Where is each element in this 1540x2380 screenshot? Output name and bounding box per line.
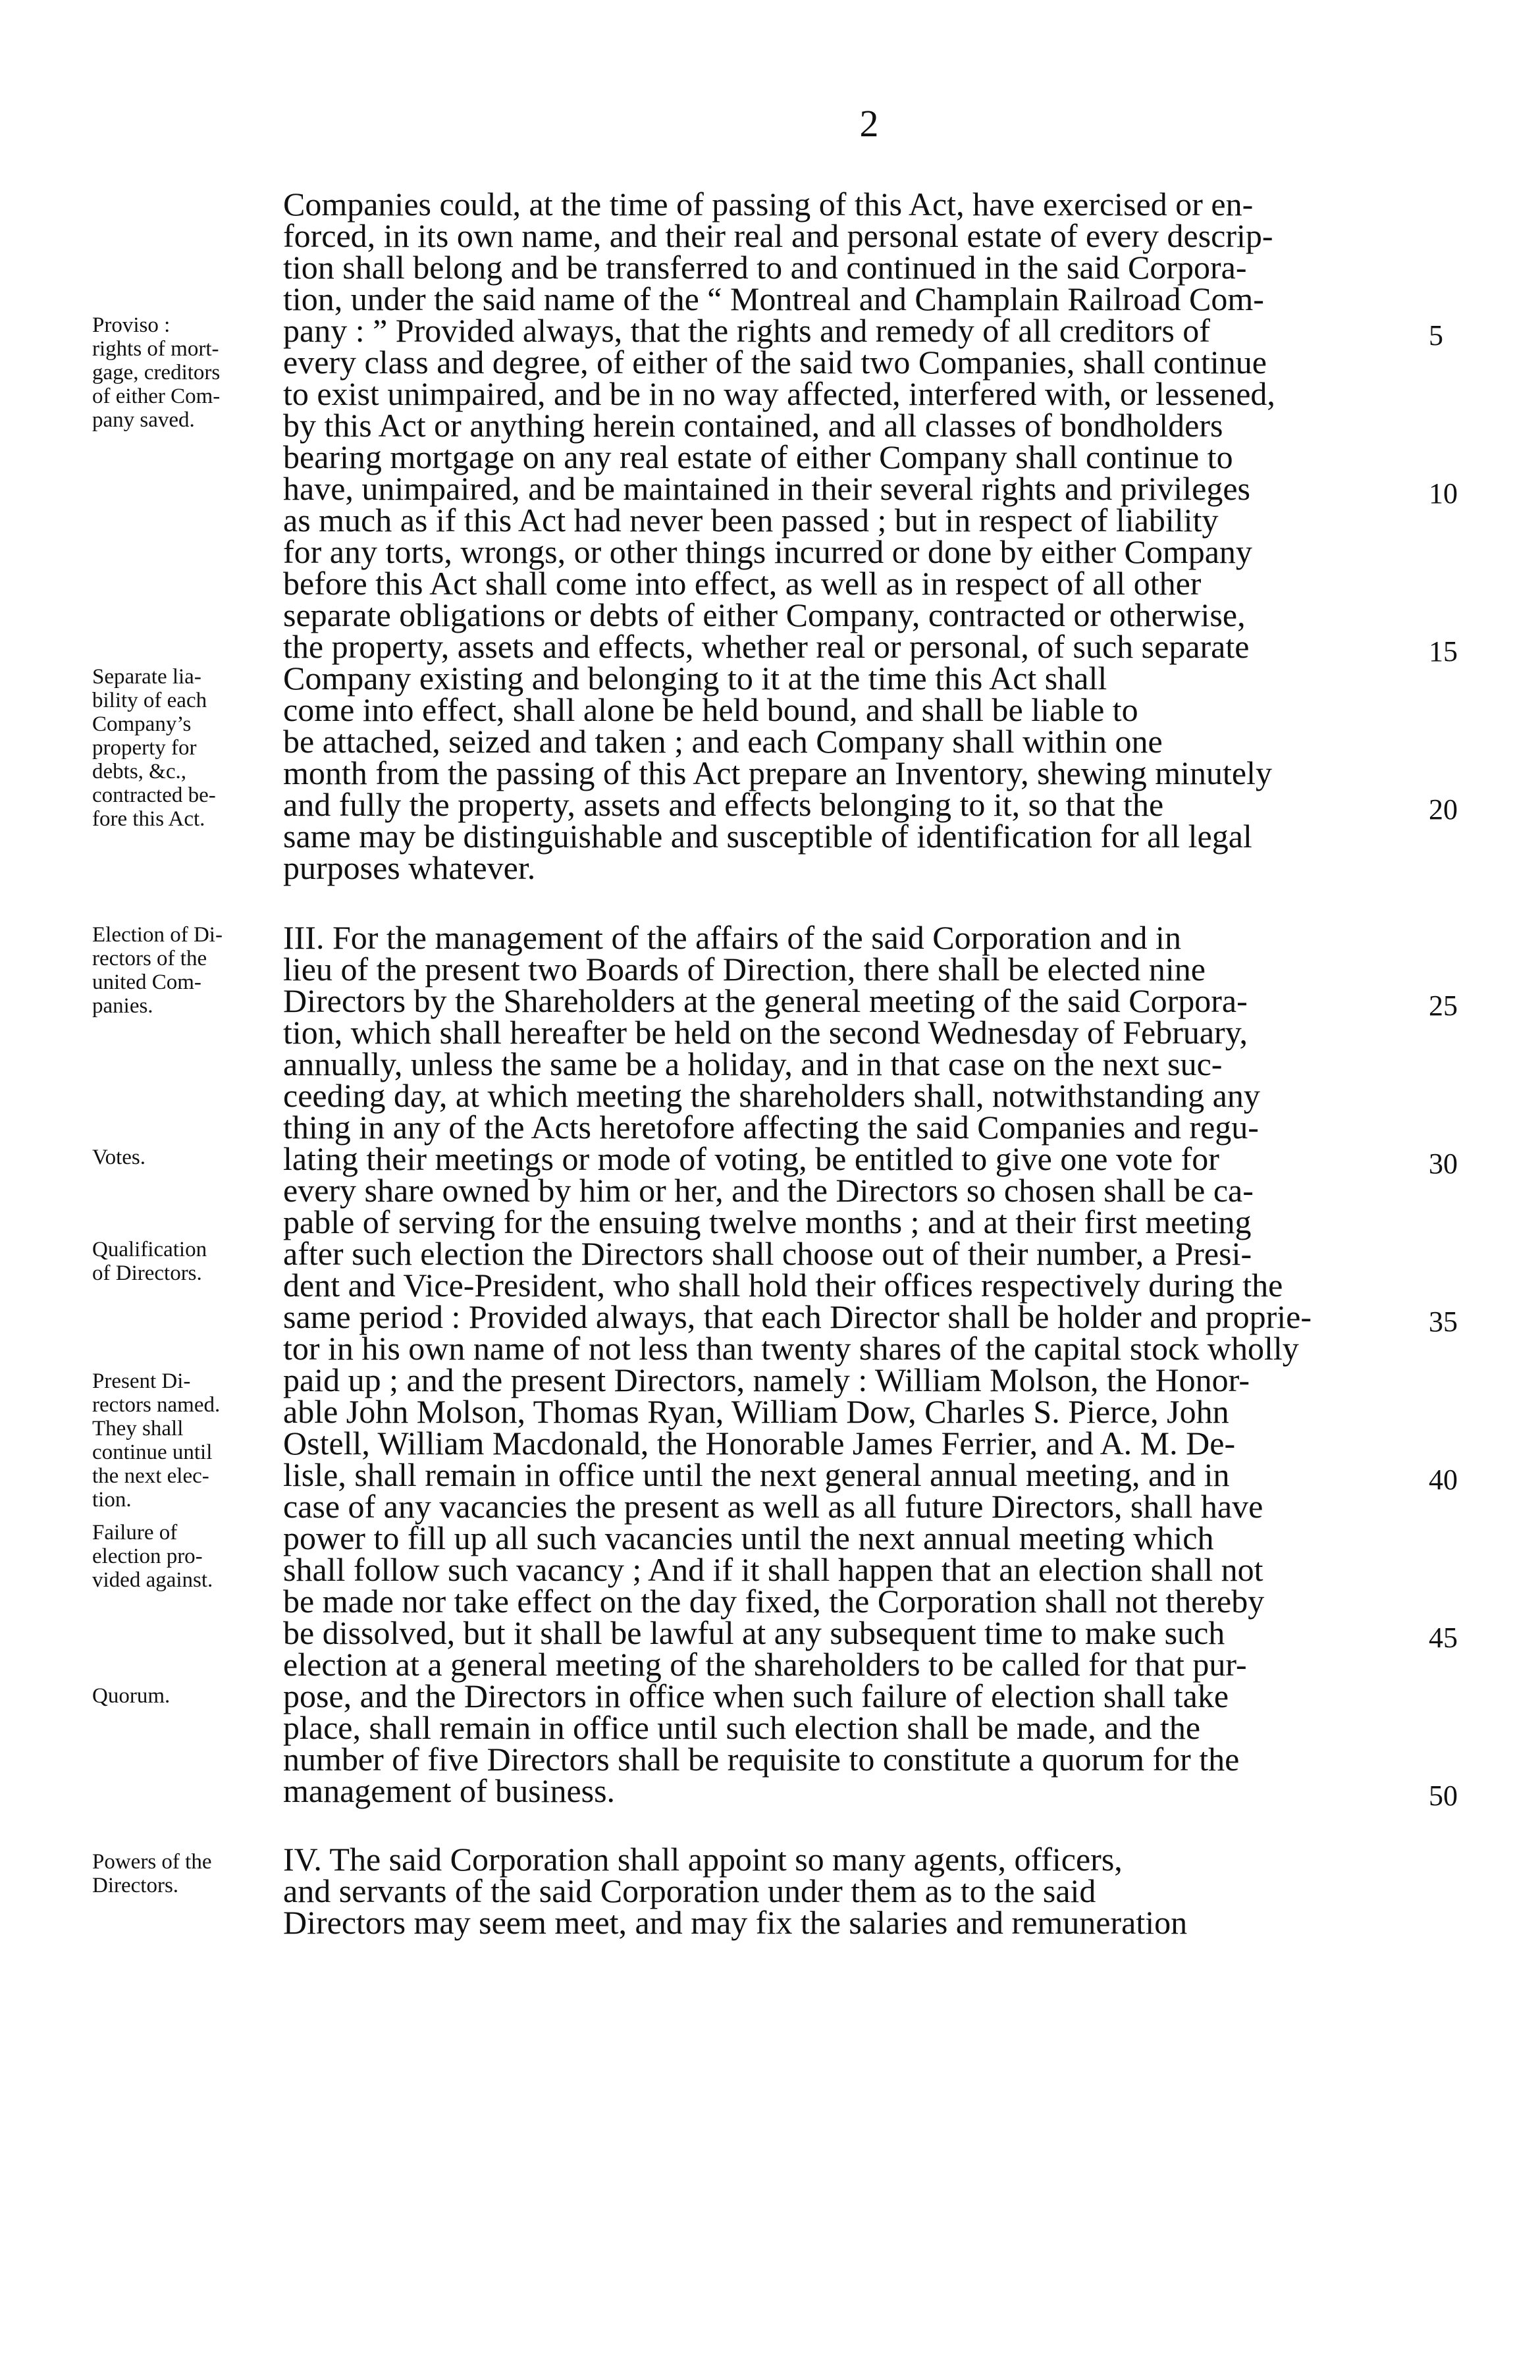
line-number: 35 [1429,1306,1458,1338]
body-line: be dissolved, but it shall be lawful at any subsequent time to make such [283,1614,1225,1651]
body-line: tion shall belong and be transferred to and continued in the said Corpora- [283,249,1247,286]
margin-note-line: rights of mort- [92,337,219,361]
body-line: III. For the management of the affairs of the said Corporation and in [283,919,1181,956]
body-line: place, shall remain in office until such election shall be made, and the [283,1709,1201,1746]
line-number: 20 [1429,793,1458,826]
margin-note-line: gage, creditors [92,361,221,384]
margin-note-line: Election of Di- [92,923,223,947]
margin-note-line: election pro- [92,1545,203,1568]
margin-note-line: tion. [92,1488,132,1512]
margin-note-line: Present Di- [92,1369,191,1393]
body-line: lieu of the present two Boards of Direction, there shall be elected nine [283,951,1206,988]
margin-note-line: contracted be- [92,783,216,807]
body-line: paid up ; and the present Directors, namely : William Molson, the Honor- [283,1362,1250,1398]
body-line: be made nor take effect on the day fixed, the Corporation shall not thereby [283,1583,1265,1620]
body-line: purposes whatever. [283,849,536,886]
margin-note-line: the next elec- [92,1464,209,1488]
line-number: 45 [1429,1622,1458,1654]
body-line: bearing mortgage on any real estate of either Company shall continue to [283,438,1233,475]
body-line: forced, in its own name, and their real and personal estate of every descrip- [283,217,1273,254]
margin-note-line: vided against. [92,1568,213,1592]
body-line: able John Molson, Thomas Ryan, William Dow, Charles S. Pierce, John [283,1393,1229,1430]
body-line: lating their meetings or mode of voting, be entitled to give one vote for [283,1140,1219,1177]
body-line: election at a general meeting of the shareholders to be called for that pur- [283,1646,1247,1683]
body-line: and fully the property, assets and effects belonging to it, so that the [283,786,1164,823]
body-line: power to fill up all such vacancies until the next annual meeting which [283,1520,1214,1556]
body-line: be attached, seized and taken ; and each Company shall within one [283,723,1163,760]
body-line: Directors may seem meet, and may fix the salaries and remuneration [283,1904,1188,1941]
margin-note-line: rectors of the [92,947,207,970]
body-line: dent and Vice-President, who shall hold their offices respectively during the [283,1267,1283,1304]
body-line: to exist unimpaired, and be in no way affected, interfered with, or lessened, [283,375,1275,412]
body-line: pose, and the Directors in office when such failure of election shall take [283,1678,1229,1714]
body-line: every share owned by him or her, and the Directors so chosen shall be ca- [283,1172,1254,1209]
margin-note-line: of Directors. [92,1261,202,1285]
body-line: annually, unless the same be a holiday, and in that case on the next suc- [283,1045,1223,1082]
body-line: shall follow such vacancy ; And if it shall happen that an election shall not [283,1551,1263,1588]
body-line: thing in any of the Acts heretofore affecting the said Companies and regu- [283,1109,1259,1146]
margin-note-line: Separate lia- [92,665,201,689]
body-line: come into effect, shall alone be held bound, and shall be liable to [283,691,1138,728]
body-line: same may be distinguishable and susceptible of identification for all legal [283,818,1252,855]
body-line: pany : ” Provided always, that the rights and remedy of all creditors of [283,312,1210,349]
line-number: 25 [1429,990,1458,1022]
body-line: for any torts, wrongs, or other things incurred or done by either Company [283,533,1252,570]
body-line: every class and degree, of either of the said two Companies, shall continue [283,344,1267,381]
margin-note-line: Votes. [92,1146,146,1169]
body-line: tion, which shall hereafter be held on the second Wednesday of February, [283,1014,1248,1051]
body-line: tor in his own name of not less than twenty shares of the capital stock wholly [283,1330,1299,1367]
body-line: have, unimpaired, and be maintained in their several rights and privileges [283,470,1250,507]
margin-note-line: fore this Act. [92,807,205,831]
margin-note-line: bility of each [92,689,207,712]
body-line: before this Act shall come into effect, as well as in respect of all other [283,565,1202,602]
margin-note-line: property for [92,736,197,760]
margin-note-line: pany saved. [92,408,195,432]
margin-note-line: Failure of [92,1521,178,1545]
body-line: IV. The said Corporation shall appoint so many agents, officers, [283,1841,1123,1878]
margin-note-line: They shall [92,1417,184,1441]
margin-note-line: debts, &c., [92,760,186,783]
margin-note-line: Proviso : [92,313,171,337]
line-number: 40 [1429,1464,1458,1496]
body-line: ceeding day, at which meeting the shareholders shall, notwithstanding any [283,1077,1260,1114]
page-number: 2 [859,102,879,145]
body-line: management of business. [283,1772,616,1809]
body-line: same period : Provided always, that each Director shall be holder and proprie- [283,1298,1312,1335]
body-line: by this Act or anything herein contained, and all classes of bondholders [283,407,1223,444]
body-line: tion, under the said name of the “ Montreal and Champlain Railroad Com- [283,280,1264,317]
line-number: 5 [1429,319,1443,352]
margin-note-line: continue until [92,1441,213,1464]
margin-note-line: Powers of the [92,1850,212,1874]
body-line: Directors by the Shareholders at the general meeting of the said Corpora- [283,982,1248,1019]
body-line: Company existing and belonging to it at the time this Act shall [283,660,1107,697]
margin-note-line: united Com- [92,970,201,994]
body-line: separate obligations or debts of either Company, contracted or otherwise, [283,596,1246,633]
margin-note-line: Directors. [92,1874,179,1897]
margin-note-line: Qualification [92,1238,207,1261]
body-line: month from the passing of this Act prepare an Inventory, shewing minutely [283,754,1273,791]
line-number: 50 [1429,1780,1458,1812]
body-line: pable of serving for the ensuing twelve months ; and at their first meeting [283,1203,1252,1240]
line-number: 10 [1429,477,1458,510]
line-number: 30 [1429,1148,1458,1180]
body-line: the property, assets and effects, whether real or personal, of such separate [283,628,1250,665]
margin-note-line: panies. [92,994,153,1018]
body-line: lisle, shall remain in office until the next general annual meeting, and in [283,1456,1230,1493]
margin-note-line: Company’s [92,712,192,736]
margin-note-line: Quorum. [92,1684,171,1708]
body-line: case of any vacancies the present as well as all future Directors, shall have [283,1488,1263,1525]
line-number: 15 [1429,635,1458,668]
body-line: number of five Directors shall be requisite to constitute a quorum for the [283,1741,1240,1778]
body-line: and servants of the said Corporation under them as to the said [283,1872,1096,1909]
body-line: after such election the Directors shall choose out of their number, a Presi- [283,1235,1252,1272]
margin-note-line: rectors named. [92,1393,221,1417]
body-line: Ostell, William Macdonald, the Honorable James Ferrier, and A. M. De- [283,1425,1236,1462]
body-line: as much as if this Act had never been passed ; but in respect of liability [283,502,1219,539]
body-line: Companies could, at the time of passing of this Act, have exercised or en- [283,186,1254,223]
margin-note-line: of either Com- [92,384,221,408]
